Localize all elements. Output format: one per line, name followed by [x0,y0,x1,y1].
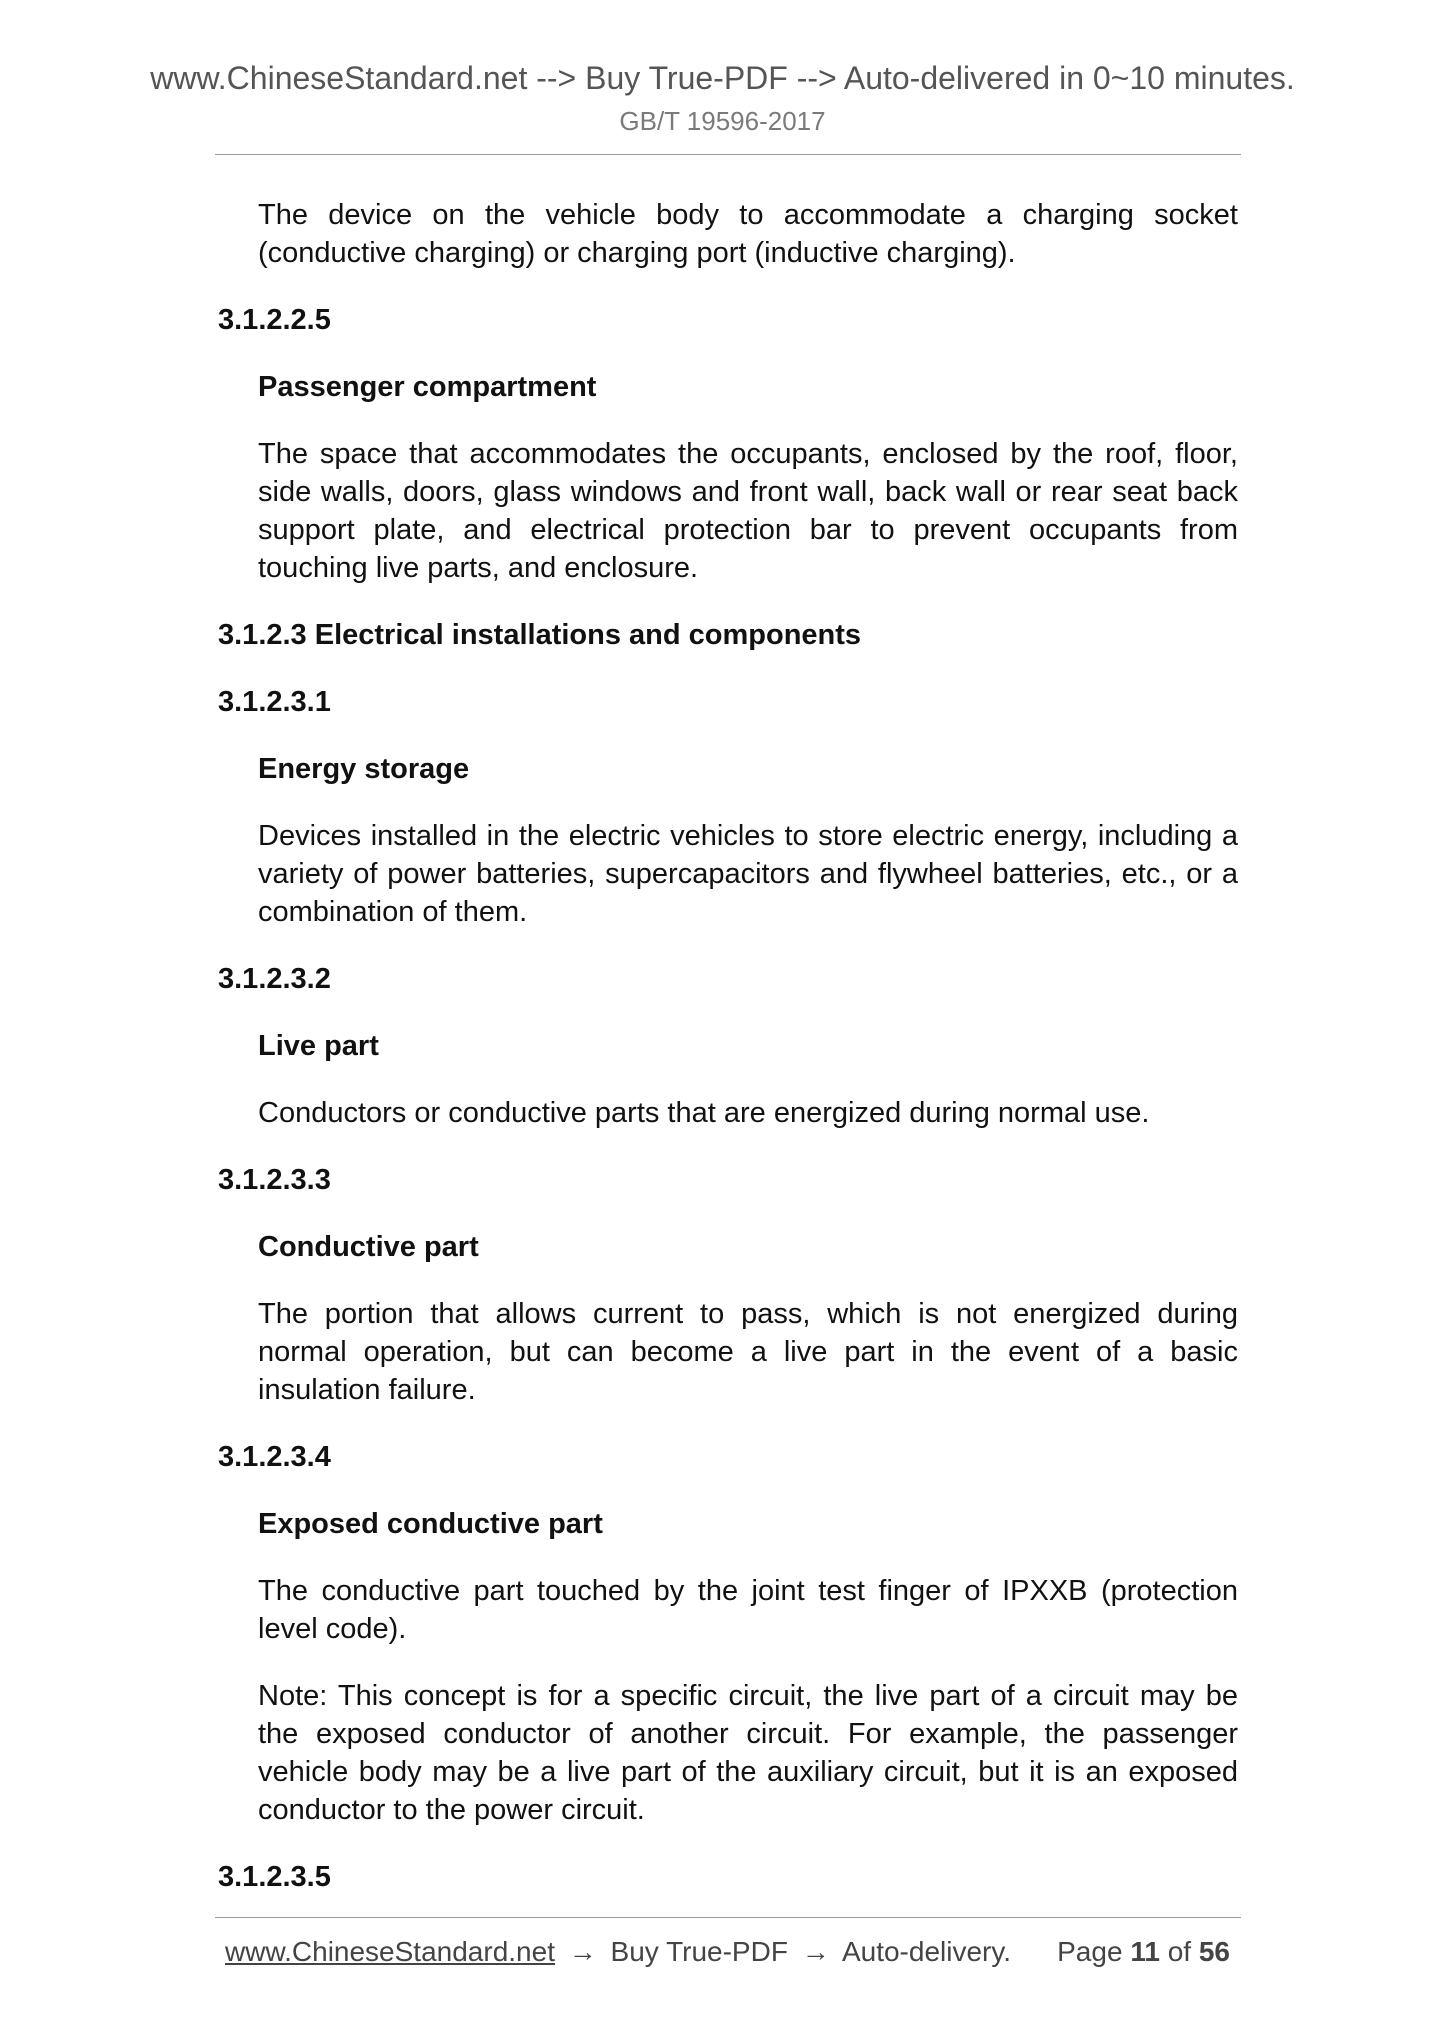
document-body [218,196,1238,1925]
clause-number: 3.1.2.3.5 [218,1861,331,1893]
arrow-right-icon: → [801,1936,830,1967]
clause-number: 3.1.2.3.2 [218,963,331,995]
footer-divider [215,1917,1241,1918]
clause-number: 3.1.2.2.5 [218,304,331,336]
page-current: 11 [1130,1936,1160,1967]
paragraph: The device on the vehicle body to accommodate a charging socket (conductive charging) or charging port (inductive charging). [258,199,1238,269]
term-title: Exposed conductive part [258,1508,603,1540]
term-definition: The space that accommodates the occupants, enclosed by the roof, floor, side walls, doors, glass windows and front wall, back wall or rear seat back support plate, and electrical protection bar to prevent occupants from touching live parts, and enclosure. [258,438,1238,584]
term-definition: The conductive part touched by the joint test finger of IPXXB (protection level code). [258,1575,1238,1645]
term-note: Note: This concept is for a specific circuit, the live part of a circuit may be the exposed conductor of another circuit. For example, the passenger vehicle body may be a live part of the auxiliary circuit, but it is an exposed conductor to the power circuit. [258,1680,1238,1826]
arrow-right-icon: → [568,1936,597,1967]
site-link[interactable]: www.ChineseStandard.net [225,1936,555,1967]
section-heading: 3.1.2.3 Electrical installations and components [218,619,862,651]
footer-promo [225,1932,1011,1972]
header-promo-text: www.ChineseStandard.net --> Buy True-PDF --> Auto-delivered in 0~10 minutes. [150,60,1295,96]
term-title: Passenger compartment [258,371,597,403]
clause-number: 3.1.2.3.4 [218,1441,331,1473]
page-total: 56 [1198,1936,1230,1967]
clause-number: 3.1.2.3.1 [218,686,331,718]
page-footer [225,1932,1230,1972]
page-label: Page [1057,1936,1123,1967]
header-divider [215,154,1241,155]
page-header [0,58,1445,138]
buy-text: Buy True-PDF [610,1936,788,1967]
auto-delivery-text: Auto-delivery. [841,1936,1012,1967]
term-definition: Devices installed in the electric vehicles to store electric energy, including a variety of power batteries, supercapacitors and flywheel batteries, etc., or a combination of them. [258,820,1238,928]
term-definition: Conductors or conductive parts that are energized during normal use. [258,1097,1150,1129]
standard-number: GB/T 19596-2017 [619,106,826,136]
clause-number: 3.1.2.3.3 [218,1164,331,1196]
term-title: Energy storage [258,753,470,785]
page-indicator [1057,1932,1230,1972]
term-definition: The portion that allows current to pass, which is not energized during normal operation, but can become a live part in the event of a basic insulation failure. [258,1298,1238,1406]
term-title: Conductive part [258,1231,479,1263]
term-title: Live part [258,1030,379,1062]
of-label: of [1167,1936,1192,1967]
